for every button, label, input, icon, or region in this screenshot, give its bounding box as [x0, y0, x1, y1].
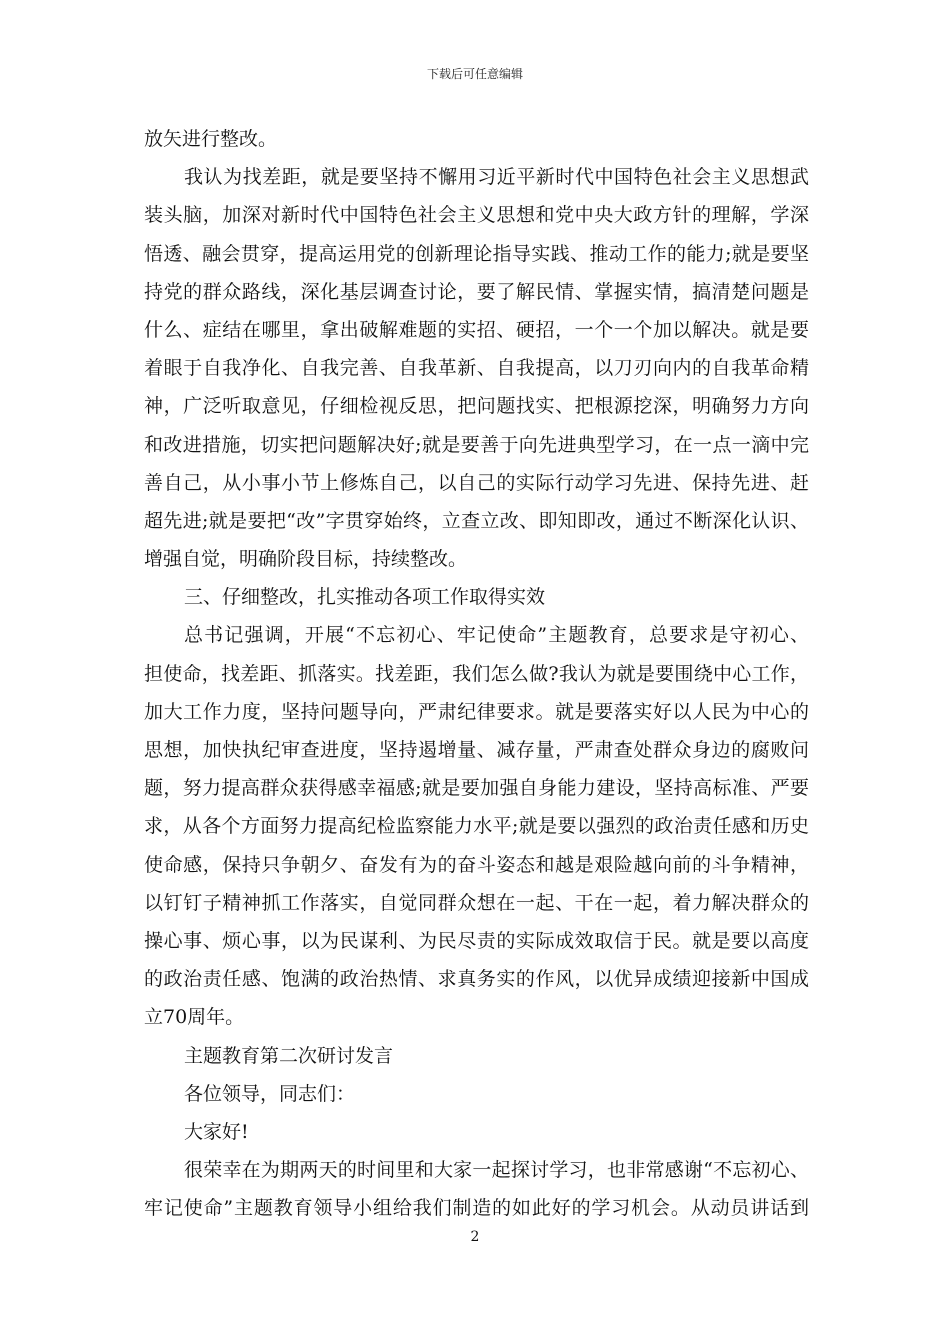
body-line: 使命感，保持只争朝夕、奋发有为的奋斗姿态和越是艰险越向前的斗争精神， [144, 853, 809, 876]
speech-title: 主题教育第二次研讨发言 [184, 1044, 394, 1067]
body-line: 很荣幸在为期两天的时间里和大家一起探讨学习，也非常感谢“不忘初心、 [184, 1159, 809, 1182]
body-line: 题，努力提高群众获得感幸福感;就是要加强自身能力建设，坚持高标准、严要 [144, 777, 809, 800]
section-heading: 三、仔细整改，扎实推动各项工作取得实效 [184, 586, 546, 609]
body-line: 善自己，从小事小节上修炼自己，以自己的实际行动学习先进、保持先进、赶 [144, 471, 809, 494]
body-line: 着眼于自我净化、自我完善、自我革新、自我提高，以刀刃向内的自我革命精 [144, 357, 809, 380]
body-line: 以钉钉子精神抓工作落实，自觉同群众想在一起、干在一起，着力解决群众的 [144, 891, 809, 914]
body-line: 悟透、融会贯穿，提高运用党的创新理论指导实践、推动工作的能力;就是要坚 [144, 242, 809, 265]
body-line: 和改进措施，切实把问题解决好;就是要善于向先进典型学习，在一点一滴中完 [144, 433, 809, 456]
body-line: 我认为找差距，就是要坚持不懈用习近平新时代中国特色社会主义思想武 [184, 166, 809, 189]
body-line: 神，广泛听取意见，仔细检视反思，把问题找实、把根源挖深，明确努力方向 [144, 395, 809, 418]
document-body [144, 120, 809, 1227]
body-line: 加大工作力度，坚持问题导向，严肃纪律要求。就是要落实好以人民为中心的 [144, 700, 809, 723]
body-line: 总书记强调，开展“不忘初心、牢记使命”主题教育，总要求是守初心、 [184, 624, 809, 647]
greeting: 大家好! [184, 1120, 249, 1143]
body-line: 什么、症结在哪里，拿出破解难题的实招、硬招，一个一个加以解决。就是要 [144, 318, 809, 341]
body-line: 牢记使命”主题教育领导小组给我们制造的如此好的学习机会。从动员讲话到 [144, 1197, 809, 1220]
salutation: 各位领导，同志们： [184, 1082, 356, 1105]
body-line: 立70周年。 [144, 1006, 245, 1029]
body-line: 增强自觉，明确阶段目标，持续整改。 [144, 548, 468, 571]
page-number: 2 [470, 1229, 480, 1245]
body-line: 放矢进行整改。 [144, 128, 278, 150]
body-line: 装头脑，加深对新时代中国特色社会主义思想和党中央大政方针的理解，学深 [144, 204, 809, 227]
body-line: 思想，加快执纪审查进度，坚持遏增量、减存量，严肃查处群众身边的腐败问 [144, 739, 809, 761]
body-line: 求，从各个方面努力提高纪检监察能力水平;就是要以强烈的政治责任感和历史 [144, 815, 809, 838]
body-line: 超先进;就是要把“改”字贯穿始终，立查立改、即知即改，通过不断深化认识、 [144, 509, 809, 532]
page-header-note: 下载后可任意编辑 [426, 67, 523, 81]
body-line: 持党的群众路线，深化基层调查讨论，要了解民情、掌握实情，搞清楚问题是 [144, 280, 809, 303]
body-line: 的政治责任感、饱满的政治热情、求真务实的作风，以优异成绩迎接新中国成 [144, 968, 809, 991]
body-line: 担使命，找差距、抓落实。找差距，我们怎么做?我认为就是要围绕中心工作， [144, 662, 809, 685]
body-line: 操心事、烦心事，以为民谋利、为民尽责的实际成效取信于民。就是要以高度 [144, 929, 809, 952]
